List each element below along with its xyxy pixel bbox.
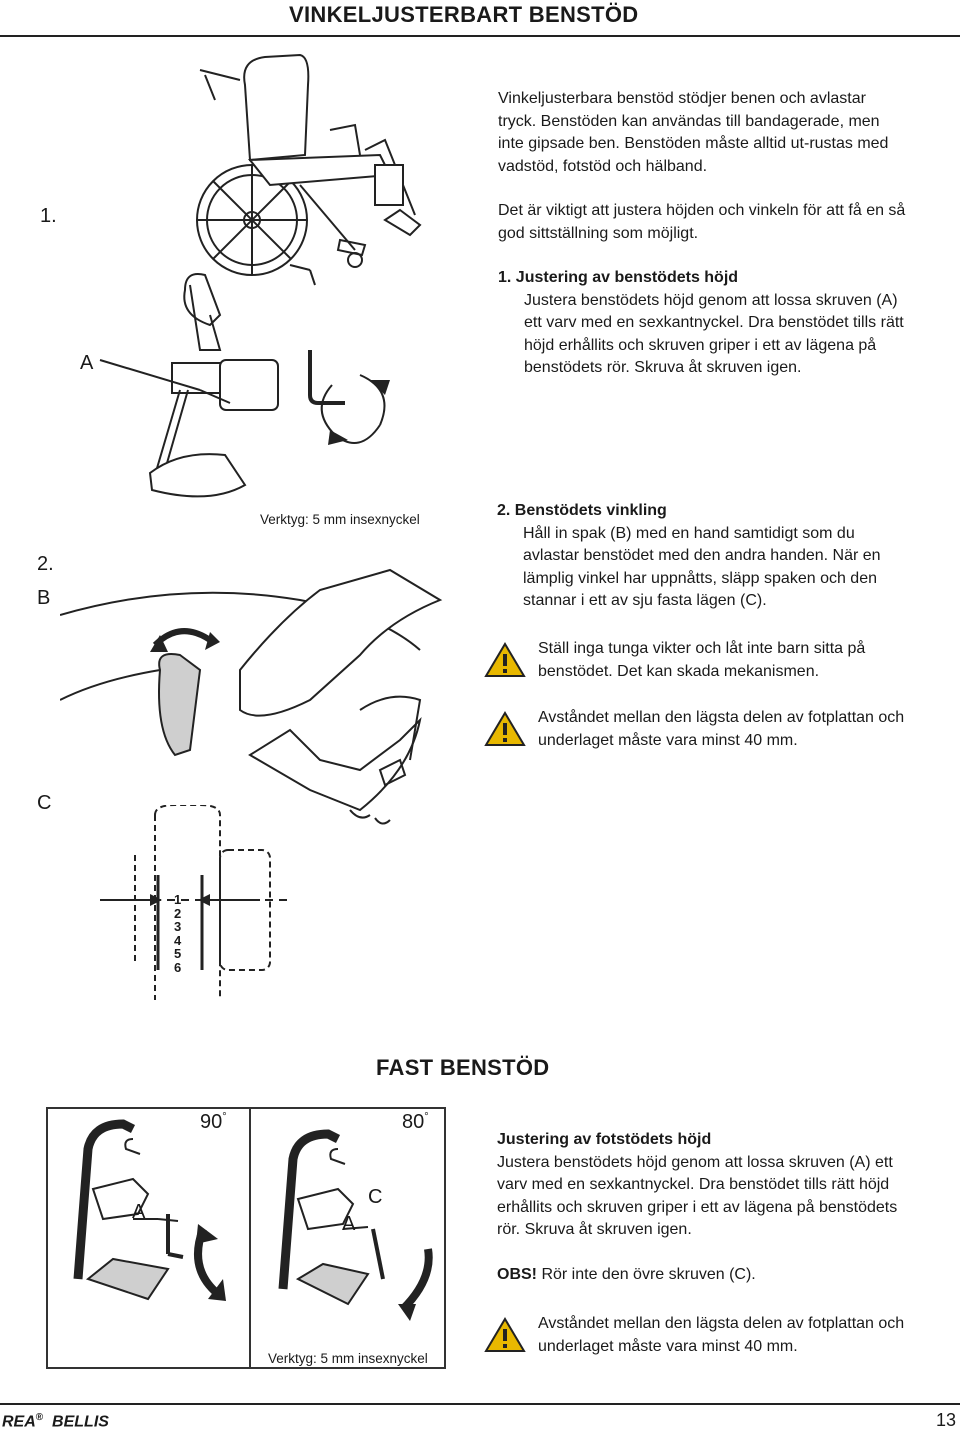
brand-name: REA	[2, 1413, 36, 1431]
angle-90-value: 90	[200, 1111, 223, 1133]
warning-text-3: Avståndet mellan den lägsta delen av fotplattan och underlaget måste vara minst 40 mm.	[538, 1315, 905, 1355]
scale-number: 2	[174, 905, 182, 921]
scale-number: 4	[174, 932, 182, 948]
section2-marker: 2.	[37, 553, 54, 575]
header-rule	[0, 35, 960, 37]
wheelchair-illustration	[180, 45, 440, 285]
callout-a: A	[80, 352, 94, 374]
page-number: 13	[936, 1410, 957, 1430]
scale-number: 6	[174, 959, 182, 975]
tool-label-2: Verktyg: 5 mm insexnyckel	[268, 1351, 428, 1366]
position-scale-illustration	[80, 805, 310, 1005]
scale-number: 3	[174, 919, 182, 934]
footer-brand	[2, 1412, 109, 1431]
section2-text	[497, 500, 904, 613]
warning-row-1	[484, 638, 909, 683]
fixed-body: Justera benstödets höjd genom att lossa skruven (A) ett varv med en sexkantnyckel. Dra benstödet tills rätt höjd erhållits och skruven griper i ett av lägena på benstödets rör. Skruva åt skruven igen.	[497, 1153, 898, 1238]
tool-label-1: Verktyg: 5 mm insexnyckel	[260, 512, 420, 527]
obs-text: Rör inte den övre skruven (C).	[537, 1265, 756, 1283]
angle-80-label	[402, 1111, 429, 1134]
fixed-legrest-figure	[46, 1107, 446, 1369]
warning-icon	[484, 1317, 526, 1353]
legrest-detail-illustration	[60, 255, 440, 515]
fixed-callout-a-left: A	[132, 1201, 146, 1223]
obs-label: OBS!	[497, 1265, 537, 1283]
warning-row-2	[484, 707, 909, 752]
fixed-legrest-illustration	[48, 1109, 444, 1367]
model-name: BELLIS	[52, 1413, 109, 1431]
obs-line	[497, 1264, 905, 1287]
section1-marker: 1.	[40, 205, 57, 227]
footer-rule	[0, 1403, 960, 1405]
section1-text	[498, 88, 908, 380]
fixed-heading: Justering av fotstödets höjd	[497, 1131, 712, 1148]
scale-number: 1	[174, 892, 182, 907]
page-title: VINKELJUSTERBART BENSTÖD	[289, 2, 639, 27]
callout-b: B	[37, 587, 51, 609]
warning-text-1: Ställ inga tunga vikter och låt inte barn sitta på benstödet. Det kan skada mekanismen.	[538, 640, 866, 680]
degree-symbol: °	[222, 1111, 227, 1123]
warning-row-3	[484, 1313, 909, 1358]
callout-c: C	[37, 792, 52, 814]
degree-symbol: °	[424, 1111, 429, 1123]
scale-number: 5	[174, 946, 182, 961]
warning-text-2: Avståndet mellan den lägsta delen av fotplattan och underlaget måste vara minst 40 mm.	[538, 709, 905, 749]
height-body: Justera benstödets höjd genom att lossa skruven (A) ett varv med en sexkantnyckel. Dra benstödet tills rätt höjd erhållits och skruven griper i ett av lägena på benstödets rör. Skruva åt skruven igen.	[524, 291, 904, 376]
warning-icon	[484, 711, 526, 747]
angle-body: Håll in spak (B) med en hand samtidigt som du avlastar benstödet med den andra handen. När en lämplig vinkel har uppnåtts, släpp spaken och den stannar i ett av sju fasta lägen (C).	[523, 524, 881, 609]
height-heading: 1. Justering av benstödets höjd	[498, 269, 739, 286]
fixed-callout-a-right: A	[342, 1213, 356, 1235]
angle-adjust-illustration	[60, 560, 460, 830]
warning-icon	[484, 642, 526, 678]
intro-text: Vinkeljusterbara benstöd stödjer benen och avlastar tryck. Benstöden kan användas till bandagerade, men inte gipsade ben. Benstöden måste alltid ut-rustas med vadstöd, fotstöd och hälband.	[498, 90, 889, 175]
fixed-title: FAST BENSTÖD	[376, 1055, 550, 1080]
fixed-callout-c: C	[368, 1186, 383, 1208]
note-text: Det är viktigt att justera höjden och vinkeln för att få en så god sittställning som möjligt.	[498, 202, 906, 242]
angle-80-value: 80	[402, 1111, 425, 1133]
angle-heading: 2. Benstödets vinkling	[497, 502, 667, 519]
angle-90-label	[200, 1111, 227, 1134]
registered-mark: ®	[35, 1412, 44, 1423]
position-scale-numbers	[174, 893, 181, 974]
fixed-text	[497, 1129, 905, 1286]
